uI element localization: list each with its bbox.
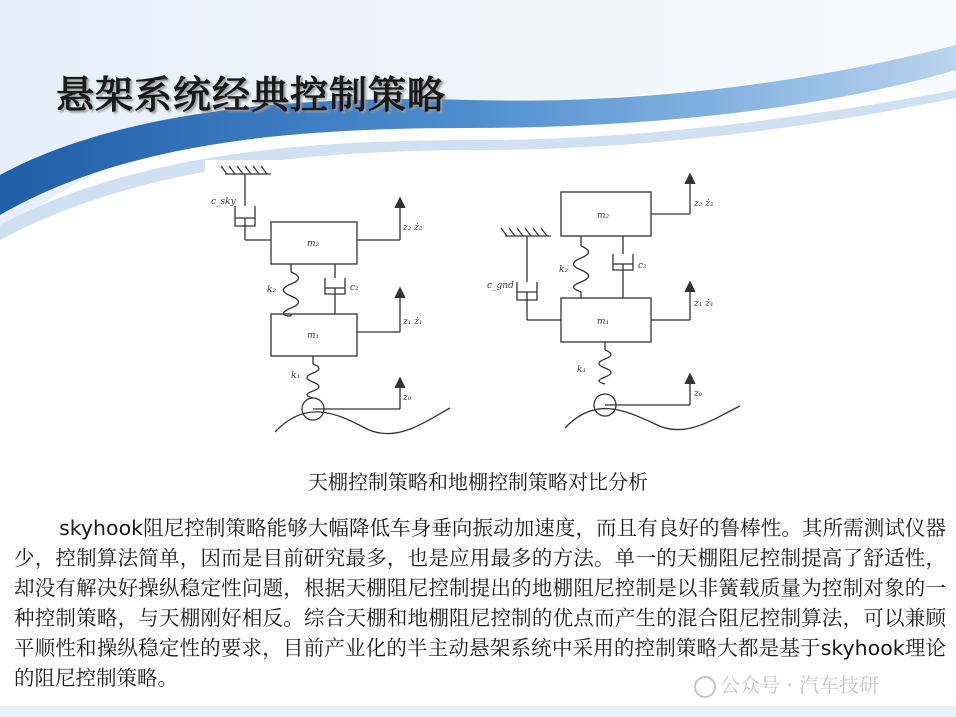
- label-c2-left: c₂: [350, 283, 359, 293]
- slide-title: 悬架系统经典控制策略: [56, 73, 447, 117]
- label-z0-left: z₀: [403, 393, 412, 403]
- body-paragraph: skyhook阻尼控制策略能够大幅降低车身垂向振动加速度，而且有良好的鲁棒性。其所需测试仪器少，控制算法简单，因而是目前研究最多，也是应用最多的方法。单一的天棚阻尼控制提高了舒适性，却没有解决好操纵稳定性问题，根据天棚阻尼控制提出的地棚阻尼控制是以非簧载质量为控制对象的一种控制策略，与天棚刚好相反。综合天棚和地棚阻尼控制的优点而产生的混合阻尼控制算法，可以兼顾平顺性和操纵稳定性的要求，目前产业化的半主动悬架系统中采用的控制策略大都是基于skyhook理论的阻尼控制策略。: [14, 516, 946, 690]
- label-m2-left: m₂: [307, 239, 320, 249]
- label-m1-right: m₁: [597, 317, 610, 327]
- label-m1-left: m₁: [307, 331, 320, 341]
- watermark-text: 公众号 · 汽车技研: [720, 673, 880, 697]
- watermark: [694, 669, 879, 698]
- label-k1-left: k₁: [291, 371, 301, 381]
- suspension-figure: [205, 160, 765, 445]
- label-k2-right: k₂: [559, 265, 569, 275]
- label-c-gnd: c_gnd: [487, 281, 514, 291]
- label-z2-left: z₂ ż₂: [403, 223, 423, 233]
- label-k1-right: k₁: [577, 365, 587, 375]
- label-z2-right: z₂ ż₂: [694, 199, 714, 209]
- label-z1-left: z₁ ż₁: [403, 317, 423, 327]
- wechat-icon: [694, 676, 716, 698]
- label-z1-right: z₁ ż₁: [694, 299, 714, 309]
- figure-caption: 天棚控制策略和地棚控制策略对比分析: [308, 470, 648, 494]
- label-m2-right: m₂: [597, 211, 610, 221]
- label-c2-right: c₂: [638, 261, 647, 271]
- label-z0-right: z₀: [694, 389, 703, 399]
- label-c-sky: c_sky: [211, 197, 236, 207]
- label-k2-left: k₂: [267, 285, 277, 295]
